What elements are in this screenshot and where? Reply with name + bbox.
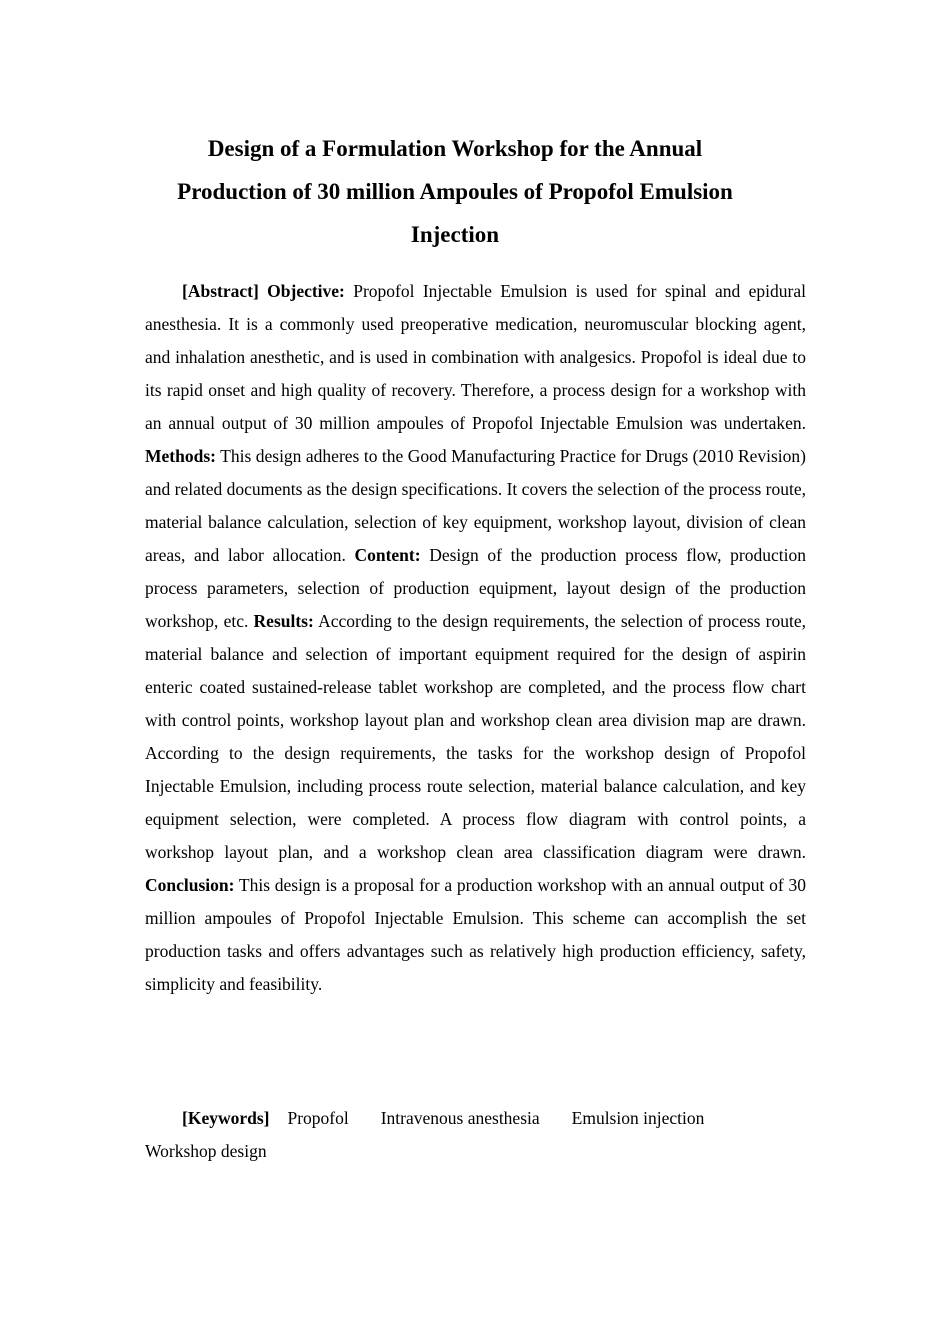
keyword-item: Intravenous anesthesia xyxy=(380,1108,540,1128)
methods-text: This design adheres to the Good Manufacturing Practice for Drugs (2010 Revision) and related documents as the design specifications. It covers the selection of the process route, material balance calculation, selection of key equipment, workshop layout, division of clean areas, and labor allocation. xyxy=(145,446,806,565)
conclusion-label: Conclusion: xyxy=(145,875,235,895)
keyword-item: Workshop design xyxy=(145,1141,267,1161)
results-text: According to the design requirements, the selection of process route, material balance and selection of important equipment required for the design of aspirin enteric coated sustained-release tablet workshop are completed, and the process flow chart with control points, workshop layout plan and workshop clean area division map are drawn. According to the design requirements, the tasks for the workshop design of Propofol Injectable Emulsion, including process route selection, material balance calculation, and key equipment selection, were completed. A process flow diagram with control points, a workshop layout plan, and a workshop clean area classification diagram were drawn. xyxy=(145,611,806,862)
keyword-item: Emulsion injection xyxy=(571,1108,705,1128)
keywords-paragraph xyxy=(145,1102,806,1168)
paper-title xyxy=(145,127,765,256)
title-line-3: Injection xyxy=(410,222,500,247)
keyword-item: Propofol xyxy=(287,1108,349,1128)
title-line-1: Design of a Formulation Workshop for the Annual xyxy=(207,136,703,161)
title-line-2: Production of 30 million Ampoules of Propofol Emulsion xyxy=(177,179,733,204)
abstract-paragraph xyxy=(145,275,806,1001)
methods-label: Methods: xyxy=(145,446,216,466)
abstract-label: [Abstract] xyxy=(182,281,259,301)
content-label: Content: xyxy=(354,545,421,565)
conclusion-text: This design is a proposal for a production workshop with an annual output of 30 million ampoules of Propofol Injectable Emulsion. This scheme can accomplish the set production tasks and offers advantages such as relatively high production efficiency, safety, simplicity and feasibility. xyxy=(145,875,806,994)
keywords-label: [Keywords] xyxy=(182,1108,270,1128)
content-text: Design of the production process flow, production process parameters, selection of production equipment, layout design of the production workshop, etc. xyxy=(145,545,807,631)
objective-label: Objective: xyxy=(267,281,345,301)
results-label: Results: xyxy=(253,611,314,631)
objective-text: Propofol Injectable Emulsion is used for spinal and epidural anesthesia. It is a commonly used preoperative medication, neuromuscular blocking agent, and inhalation anesthetic, and is used in combination with analgesics. Propofol is ideal due to its rapid onset and high quality of recovery. Therefore, a process design for a workshop with an annual output of 30 million ampoules of Propofol Injectable Emulsion was undertaken. xyxy=(145,281,806,433)
